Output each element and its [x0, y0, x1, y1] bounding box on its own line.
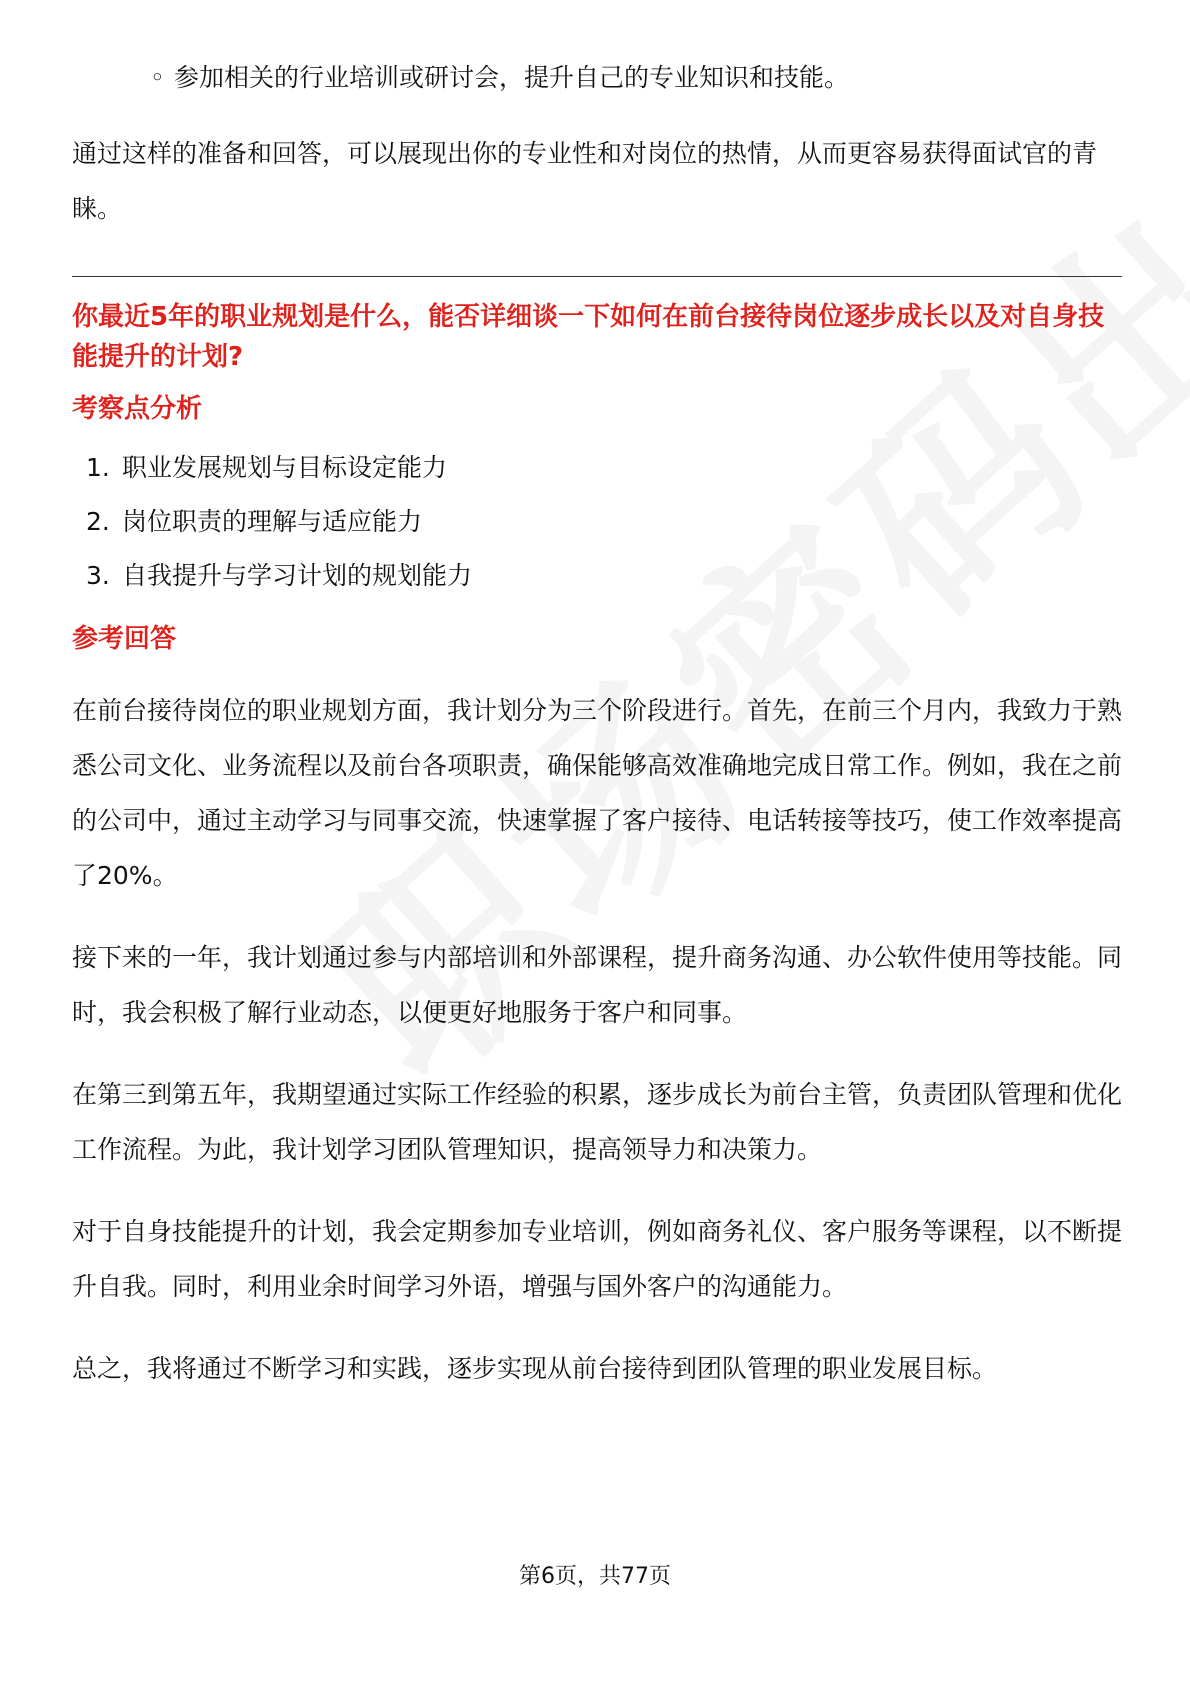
answer-paragraph: 在第三到第五年，我期望通过实际工作经验的积累，逐步成长为前台主管，负责团队管理和优化工作流程。为此，我计划学习团队管理知识，提高领导力和决策力。 [72, 1080, 1123, 1164]
analysis-item [72, 549, 1122, 603]
list-number: 3. [86, 561, 110, 590]
hollow-bullet-icon: ◦ [150, 63, 165, 92]
interview-question: 你最近5年的职业规划是什么，能否详细谈一下如何在前台接待岗位逐步成长以及对自身技能提升的计划? [72, 302, 1105, 372]
answer-paragraph: 总之，我将通过不断学习和实践，逐步实现从前台接待到团队管理的职业发展目标。 [72, 1354, 998, 1383]
analysis-item-text: 自我提升与学习计划的规划能力 [122, 561, 473, 590]
list-number: 1. [86, 453, 110, 482]
analysis-item [72, 495, 1122, 549]
analysis-list [72, 441, 1122, 603]
analysis-item [72, 441, 1122, 495]
list-number: 2. [86, 507, 110, 536]
answer-paragraph: 接下来的一年，我计划通过参与内部培训和外部课程，提升商务沟通、办公软件使用等技能。同时，我会积极了解行业动态，以便更好地服务于客户和同事。 [72, 943, 1123, 1027]
page-number: 第6页，共77页 [519, 1564, 671, 1589]
analysis-item-text: 岗位职责的理解与适应能力 [122, 507, 423, 536]
answer-paragraph: 在前台接待岗位的职业规划方面，我计划分为三个阶段进行。首先，在前三个月内，我致力于熟悉公司文化、业务流程以及前台各项职责，确保能够高效准确地完成日常工作。例如，我在之前的公司中，通过主动学习与同事交流，快速掌握了客户接待、电话转接等技巧，使工作效率提高了20%。 [72, 696, 1123, 890]
answer-paragraph: 对于自身技能提升的计划，我会定期参加专业培训，例如商务礼仪、客户服务等课程，以不断提升自我。同时，利用业余时间学习外语，增强与国外客户的沟通能力。 [72, 1217, 1123, 1301]
section-divider [72, 276, 1122, 277]
sub-bullet-text: 参加相关的行业培训或研讨会，提升自己的专业知识和技能。 [174, 63, 850, 92]
closing-paragraph: 通过这样的准备和回答，可以展现出你的专业性和对岗位的热情，从而更容易获得面试官的青睐。 [72, 139, 1098, 223]
answer-heading: 参考回答 [72, 624, 177, 654]
analysis-heading: 考察点分析 [72, 394, 203, 424]
document-content [72, 58, 1122, 1396]
sub-bullet-item [72, 58, 1122, 98]
analysis-item-text: 职业发展规划与目标设定能力 [122, 453, 448, 482]
